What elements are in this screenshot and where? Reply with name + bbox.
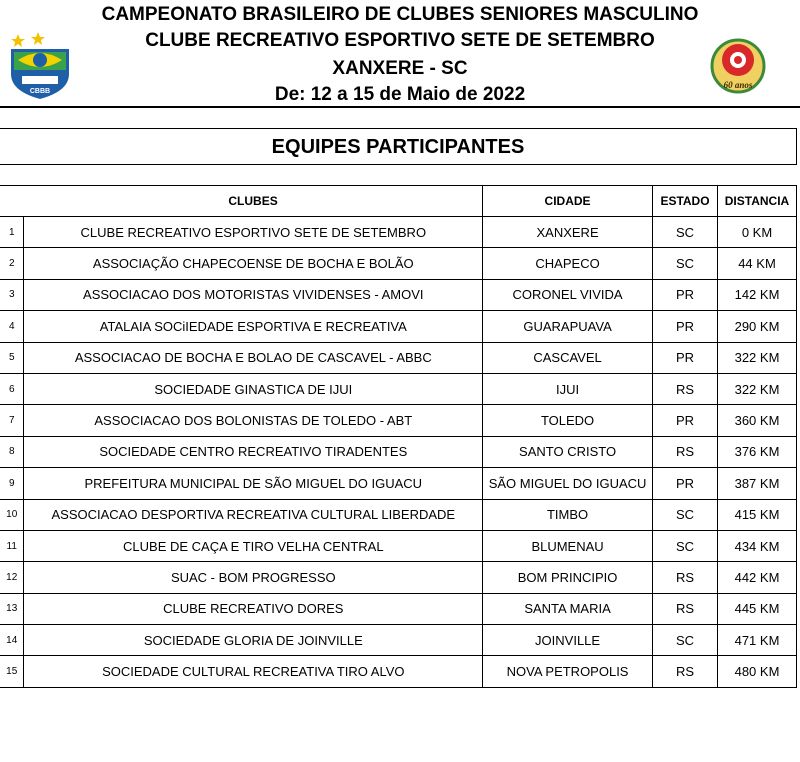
row-number: 11 <box>0 530 24 561</box>
table-row <box>0 342 797 373</box>
table-row <box>0 436 797 467</box>
distance: 442 KM <box>718 562 797 593</box>
city-name: NOVA PETROPOLIS <box>483 656 653 687</box>
table-row <box>0 593 797 624</box>
state-code: PR <box>653 405 718 436</box>
city-name: SANTA MARIA <box>483 593 653 624</box>
city-name: XANXERE <box>483 217 653 248</box>
distance: 387 KM <box>718 468 797 499</box>
row-number: 3 <box>0 279 24 310</box>
distance: 434 KM <box>718 530 797 561</box>
row-number: 15 <box>0 656 24 687</box>
row-number: 4 <box>0 311 24 342</box>
club-name: CLUBE RECREATIVO DORES <box>24 593 483 624</box>
state-code: RS <box>653 436 718 467</box>
row-number: 13 <box>0 593 24 624</box>
club-name: SOCIEDADE GINASTICA DE IJUI <box>24 373 483 404</box>
header-num <box>0 186 24 217</box>
row-number: 2 <box>0 248 24 279</box>
state-code: RS <box>653 373 718 404</box>
table-row <box>0 405 797 436</box>
city-name: BLUMENAU <box>483 530 653 561</box>
club-anniversary-logo-icon <box>708 38 768 98</box>
distance: 471 KM <box>718 625 797 656</box>
city-name: CHAPECO <box>483 248 653 279</box>
teams-table <box>0 185 797 688</box>
table-row <box>0 562 797 593</box>
state-code: PR <box>653 311 718 342</box>
table-row <box>0 279 797 310</box>
distance: 322 KM <box>718 342 797 373</box>
club-name: SOCIEDADE CENTRO RECREATIVO TIRADENTES <box>24 436 483 467</box>
row-number: 9 <box>0 468 24 499</box>
state-code: RS <box>653 656 718 687</box>
state-code: SC <box>653 499 718 530</box>
city-name: JOINVILLE <box>483 625 653 656</box>
state-code: SC <box>653 625 718 656</box>
table-row <box>0 468 797 499</box>
club-name: ASSOCIACAO DOS MOTORISTAS VIVIDENSES - AMOVI <box>24 279 483 310</box>
city-name: TOLEDO <box>483 405 653 436</box>
city-name: BOM PRINCIPIO <box>483 562 653 593</box>
club-name: SOCIEDADE CULTURAL RECREATIVA TIRO ALVO <box>24 656 483 687</box>
city-name: CASCAVEL <box>483 342 653 373</box>
state-code: SC <box>653 217 718 248</box>
distance: 360 KM <box>718 405 797 436</box>
row-number: 12 <box>0 562 24 593</box>
header-estado: ESTADO <box>653 186 718 217</box>
distance: 0 KM <box>718 217 797 248</box>
row-number: 8 <box>0 436 24 467</box>
city-name: IJUI <box>483 373 653 404</box>
club-name: PREFEITURA MUNICIPAL DE SÃO MIGUEL DO IGUACU <box>24 468 483 499</box>
club-name: CLUBE RECREATIVO ESPORTIVO SETE DE SETEMBRO <box>24 217 483 248</box>
distance: 376 KM <box>718 436 797 467</box>
table-row <box>0 625 797 656</box>
header-cidade: CIDADE <box>483 186 653 217</box>
host-club-title: CLUBE RECREATIVO ESPORTIVO SETE DE SETEMBRO <box>145 30 655 51</box>
city-name: SÃO MIGUEL DO IGUACU <box>483 468 653 499</box>
row-number: 1 <box>0 217 24 248</box>
city-name: TIMBO <box>483 499 653 530</box>
city-name: CORONEL VIVIDA <box>483 279 653 310</box>
table-row <box>0 373 797 404</box>
state-code: PR <box>653 342 718 373</box>
club-name: ATALAIA SOCiIEDADE ESPORTIVA E RECREATIVA <box>24 311 483 342</box>
logo-left-text: CBBB <box>29 88 51 95</box>
section-title: EQUIPES PARTICIPANTES <box>0 128 797 165</box>
state-code: PR <box>653 468 718 499</box>
row-number: 14 <box>0 625 24 656</box>
host-city: XANXERE - SC <box>332 58 468 79</box>
club-name: CLUBE DE CAÇA E TIRO VELHA CENTRAL <box>24 530 483 561</box>
document-header <box>0 0 800 108</box>
club-name: ASSOCIACAO DOS BOLONISTAS DE TOLEDO - ABT <box>24 405 483 436</box>
table-row <box>0 656 797 687</box>
table-row <box>0 530 797 561</box>
state-code: SC <box>653 248 718 279</box>
state-code: PR <box>653 279 718 310</box>
distance: 290 KM <box>718 311 797 342</box>
distance: 480 KM <box>718 656 797 687</box>
row-number: 7 <box>0 405 24 436</box>
header-distancia: DISTANCIA <box>718 186 797 217</box>
city-name: GUARAPUAVA <box>483 311 653 342</box>
distance: 322 KM <box>718 373 797 404</box>
table-row <box>0 248 797 279</box>
state-code: RS <box>653 562 718 593</box>
event-dates: De: 12 a 15 de Maio de 2022 <box>274 84 526 105</box>
club-name: SOCIEDADE GLORIA DE JOINVILLE <box>24 625 483 656</box>
distance: 142 KM <box>718 279 797 310</box>
club-name: ASSOCIACAO DESPORTIVA RECREATIVA CULTURAL LIBERDADE <box>24 499 483 530</box>
table-row <box>0 499 797 530</box>
row-number: 5 <box>0 342 24 373</box>
distance: 445 KM <box>718 593 797 624</box>
table-row <box>0 311 797 342</box>
state-code: SC <box>653 530 718 561</box>
state-code: RS <box>653 593 718 624</box>
logo-right-text: 60 anos <box>723 80 753 90</box>
distance: 415 KM <box>718 499 797 530</box>
championship-title: CAMPEONATO BRASILEIRO DE CLUBES SENIORES MASCULINO <box>101 4 699 25</box>
club-name: ASSOCIACAO DE BOCHA E BOLAO DE CASCAVEL - ABBC <box>24 342 483 373</box>
table-row <box>0 217 797 248</box>
distance: 44 KM <box>718 248 797 279</box>
row-number: 6 <box>0 373 24 404</box>
club-name: ASSOCIAÇÃO CHAPECOENSE DE BOCHA E BOLÃO <box>24 248 483 279</box>
city-name: SANTO CRISTO <box>483 436 653 467</box>
club-name: SUAC - BOM PROGRESSO <box>24 562 483 593</box>
table-header-row <box>0 186 797 217</box>
header-clubes: CLUBES <box>24 186 483 217</box>
row-number: 10 <box>0 499 24 530</box>
